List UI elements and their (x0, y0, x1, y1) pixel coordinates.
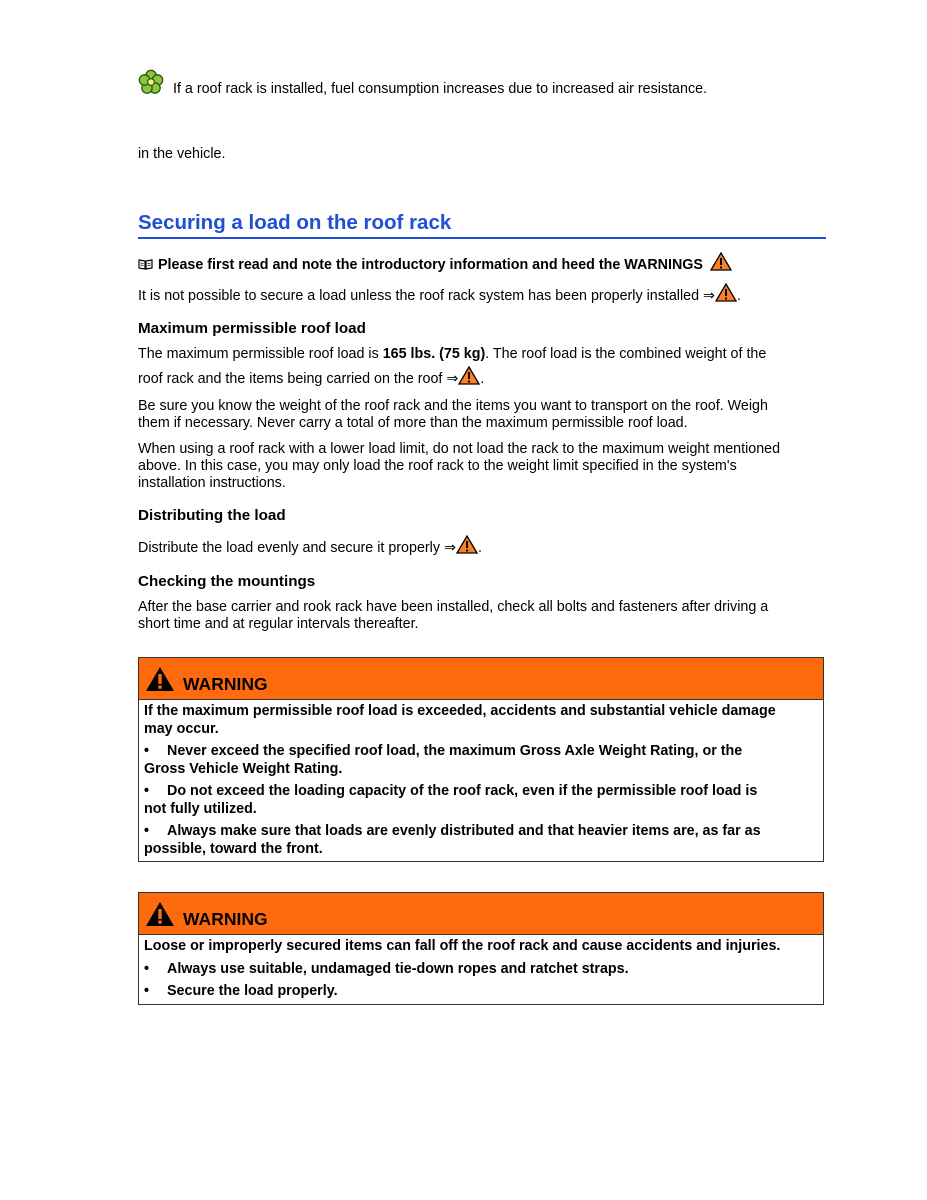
warning-triangle-icon (145, 666, 175, 692)
max-load-text-c: roof rack and the items being carried on the roof ⇒ (138, 371, 459, 387)
warning-header (139, 658, 823, 700)
intro-line (138, 252, 732, 274)
warning-body (139, 700, 823, 861)
warning-triangle-icon[interactable] (458, 366, 480, 385)
heading-max-load: Maximum permissible roof load (138, 320, 366, 337)
book-icon (138, 258, 153, 270)
warning-triangle-icon[interactable] (715, 283, 737, 302)
period: . (480, 371, 485, 387)
warning-bullet (144, 961, 817, 979)
warning-bullet-text: Always use suitable, undamaged tie-down ropes and ratchet straps. (167, 960, 629, 977)
warning-bullet-text-cont: Gross Vehicle Weight Rating. (144, 760, 343, 777)
mountings-l1: After the base carrier and rook rack have been installed, check all bolts and fasteners after driving a (138, 599, 769, 615)
warning-bullet-text: Secure the load properly. (167, 983, 338, 999)
warning-bullet-text: Always make sure that loads are evenly distributed and that heavier items are, as far as (167, 823, 761, 839)
heading-mountings: Checking the mountings (138, 573, 316, 590)
bullet-dot: • (144, 983, 150, 999)
warning-box-1 (138, 657, 824, 862)
warning-triangle-icon (145, 901, 175, 927)
mountings-l2: short time and at regular intervals thereafter. (138, 616, 419, 632)
warning-lead-l1: If the maximum permissible roof load is exceeded, accidents and substantial vehicle damage (144, 703, 776, 719)
eco-tip-text: If a roof rack is installed, fuel consumption increases due to increased air resistance. (173, 81, 708, 97)
max-load-text-a: The maximum permissible roof load is (138, 346, 383, 362)
max-load-p2-l1: Be sure you know the weight of the roof rack and the items you want to transport on the roof. Weigh (138, 398, 768, 414)
section-title: Securing a load on the roof rack (138, 210, 826, 239)
bullet-dot: • (144, 823, 150, 839)
max-load-text-b: . The roof load is the combined weight of the (485, 346, 767, 362)
warning-lead (144, 703, 817, 738)
max-load-line-2 (138, 366, 484, 388)
warning-body (139, 935, 823, 1004)
period: . (737, 288, 741, 304)
warning-box-2 (138, 892, 824, 1005)
warning-bullet (144, 823, 817, 858)
warning-lead: Loose or improperly secured items can fall off the roof rack and cause accidents and injuries. (144, 938, 781, 954)
max-load-p3-l1: When using a roof rack with a lower load limit, do not load the rack to the maximum weight mentioned (138, 441, 781, 457)
warning-bullet-text-cont: possible, toward the front. (144, 840, 323, 857)
install-note-text: It is not possible to secure a load unless the roof rack system has been properly installed ⇒ (138, 288, 716, 304)
distributing-text-body: Distribute the load evenly and secure it properly ⇒ (138, 540, 456, 556)
install-note (138, 283, 741, 305)
bullet-dot: • (144, 743, 150, 759)
warning-triangle-icon[interactable] (456, 535, 478, 554)
eco-flower-icon (138, 69, 164, 95)
warning-bullet-text: Do not exceed the loading capacity of the roof rack, even if the permissible roof load is (167, 783, 758, 799)
warning-lead-l2: may occur. (144, 720, 219, 737)
max-load-line-1 (138, 346, 766, 363)
warning-bullet (144, 743, 817, 778)
warning-bullet-text: Never exceed the specified roof load, the maximum Gross Axle Weight Rating, or the (167, 743, 743, 759)
distributing-text (138, 535, 482, 557)
max-load-p3-l3: installation instructions. (138, 475, 286, 491)
warning-label: WARNING (183, 909, 268, 929)
max-load-p3-l2: above. In this case, you may only load the roof rack to the weight limit specified in the system's (138, 458, 737, 474)
intro-text: Please first read and note the introductory information and heed the WARNINGS (158, 257, 703, 273)
max-load-value: 165 lbs. (75 kg) (382, 346, 486, 362)
warning-bullet (144, 983, 817, 1001)
bullet-dot: • (144, 960, 150, 977)
continued-fragment: in the vehicle. (138, 146, 226, 162)
warning-header (139, 893, 823, 935)
warning-bullet (144, 783, 817, 818)
warning-bullet-text-cont: not fully utilized. (144, 800, 257, 817)
warning-triangle-icon[interactable] (710, 252, 732, 271)
heading-distributing: Distributing the load (138, 507, 286, 524)
max-load-p2-l2: them if necessary. Never carry a total of more than the maximum permissible roof load. (138, 415, 688, 431)
period: . (477, 540, 482, 556)
warning-label: WARNING (183, 674, 268, 694)
bullet-dot: • (144, 783, 150, 799)
